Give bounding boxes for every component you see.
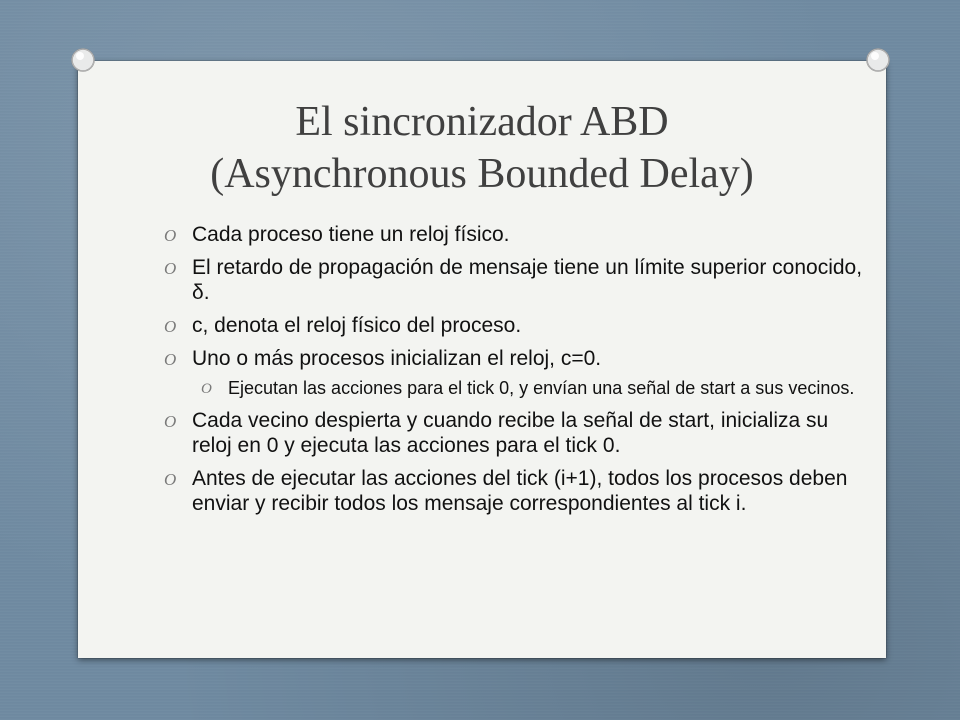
bullet-o-icon: O: [164, 412, 177, 431]
bullet-o-icon: O: [164, 226, 177, 245]
bullet-text: Cada proceso tiene un reloj físico.: [192, 223, 510, 246]
bullet-list: [164, 222, 864, 524]
bullet-item: [164, 346, 864, 371]
bullet-item: [164, 222, 864, 247]
bullet-o-icon: O: [201, 381, 212, 397]
sub-bullet-item: [164, 377, 864, 400]
title-line-2: (Asynchronous Bounded Delay): [210, 151, 754, 197]
slide-title: [78, 96, 886, 200]
bullet-o-icon: O: [164, 470, 177, 489]
bullet-text: Cada vecino despierta y cuando recibe la señal de start, inicializa su reloj en 0 y ejecuta las acciones para el tick 0.: [192, 409, 829, 457]
bullet-text: Ejecutan las acciones para el tick 0, y envían una señal de start a sus vecinos.: [228, 378, 855, 398]
bullet-item: [164, 408, 864, 458]
bullet-text: Antes de ejecutar las acciones del tick (i+1), todos los procesos deben enviar y recibir todos los mensaje correspondientes al tick i.: [192, 467, 848, 515]
bullet-text: Uno o más procesos inicializan el reloj, c=0.: [192, 347, 602, 370]
bullet-item: [164, 255, 864, 305]
bullet-text: El retardo de propagación de mensaje tiene un límite superior conocido, δ.: [192, 256, 863, 304]
bullet-o-icon: O: [164, 317, 177, 336]
pushpin-right-icon: [859, 41, 897, 79]
bullet-item: [164, 313, 864, 338]
pushpin-left-icon: [64, 41, 102, 79]
bullet-item: [164, 466, 864, 516]
bullet-o-icon: O: [164, 350, 177, 369]
title-line-1: El sincronizador ABD: [295, 99, 669, 145]
bullet-o-icon: O: [164, 259, 177, 278]
bullet-text: c, denota el reloj físico del proceso.: [192, 314, 522, 337]
